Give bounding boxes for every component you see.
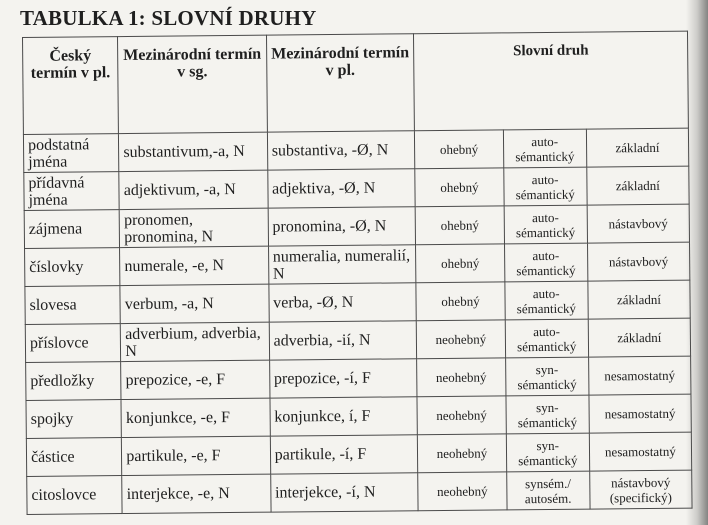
cell-international-pl: substantiva, -Ø, N [267, 131, 415, 170]
header-international-sg: Mezinárodní termín v sg. [118, 35, 267, 133]
word-classes-table [22, 31, 693, 515]
cell-flexion: neohebný [417, 320, 506, 359]
cell-international-pl: adverbia, -ií, N [269, 321, 417, 360]
cell-international-sg: pronomen, pronomina, N [119, 208, 268, 247]
table-row [25, 242, 690, 286]
cell-class-type: nesamostatný [588, 356, 691, 395]
table-row [25, 280, 690, 324]
table-row [24, 204, 689, 248]
cell-czech-term: předložky [26, 362, 122, 401]
cell-class-type: nástavbový [587, 204, 690, 243]
cell-international-sg: substantivum,-a, N [119, 132, 268, 171]
cell-flexion: ohebný [415, 206, 504, 245]
page-edge-shadow [686, 0, 708, 525]
cell-flexion: ohebný [415, 168, 504, 207]
cell-semantics: syn-sémantický [506, 395, 589, 434]
cell-czech-term: zájmena [24, 210, 120, 249]
cell-semantics: auto-sémantický [503, 129, 586, 168]
table-row [27, 470, 692, 514]
cell-czech-term: příslovce [25, 324, 121, 363]
cell-international-sg: adjektivum, -a, N [119, 170, 268, 209]
cell-international-pl: pronomina, -Ø, N [268, 207, 416, 246]
cell-international-sg: prepozice, -e, F [121, 360, 270, 399]
cell-semantics: synsém./ autosém. [506, 471, 589, 510]
cell-flexion: neohebný [417, 396, 506, 435]
cell-international-sg: partikule, -e, F [122, 436, 271, 475]
cell-class-type: základní [586, 128, 689, 167]
cell-international-pl: verba, -Ø, N [269, 283, 417, 322]
table-row [26, 394, 691, 438]
table-title: TABULKA 1: SLOVNÍ DRUHY [20, 6, 317, 30]
cell-international-pl: adjektiva, -Ø, N [267, 169, 415, 208]
cell-international-sg: numerale, -e, N [120, 246, 269, 285]
cell-class-type: základní [588, 318, 691, 357]
cell-semantics: auto-sémantický [505, 319, 588, 358]
cell-class-type: nástavbový [587, 242, 690, 281]
table-body [23, 128, 692, 514]
cell-czech-term: spojky [26, 400, 122, 439]
header-international-pl: Mezinárodní termín v pl. [266, 34, 415, 132]
cell-flexion: ohebný [416, 282, 505, 321]
cell-flexion: neohebný [417, 358, 506, 397]
table-row [26, 432, 691, 476]
header-word-class: Slovní druh [414, 31, 689, 131]
cell-flexion: neohebný [418, 472, 507, 511]
cell-semantics: auto-sémantický [504, 243, 587, 282]
cell-international-sg: adverbium, adverbia, N [121, 322, 270, 361]
table-row [24, 166, 689, 210]
cell-international-pl: prepozice, -í, F [269, 359, 417, 398]
cell-semantics: auto-sémantický [505, 281, 588, 320]
cell-flexion: neohebný [418, 434, 507, 473]
cell-czech-term: slovesa [25, 286, 121, 325]
header-czech-term: Český termín v pl. [23, 37, 119, 135]
cell-class-type: nesamostatný [589, 394, 692, 433]
cell-czech-term: číslovky [25, 248, 121, 287]
cell-international-pl: interjekce, -í, N [270, 473, 418, 512]
cell-semantics: syn-sémantický [505, 357, 588, 396]
cell-international-sg: konjunkce, -e, F [121, 398, 270, 437]
table-row [23, 128, 688, 172]
cell-international-sg: verbum, -a, N [120, 284, 269, 323]
cell-semantics: auto-sémantický [503, 167, 586, 206]
cell-international-pl: numeralia, numeralií, N [268, 245, 416, 284]
cell-class-type: nástavbový (specifický) [589, 470, 692, 509]
cell-semantics: syn-sémantický [506, 433, 589, 472]
cell-flexion: ohebný [415, 130, 504, 169]
cell-international-sg: interjekce, -e, N [122, 474, 271, 513]
table-row [25, 318, 690, 362]
cell-czech-term: přídavná jména [24, 172, 120, 211]
cell-flexion: ohebný [416, 244, 505, 283]
cell-czech-term: podstatná jména [23, 134, 119, 173]
header-row [23, 31, 689, 134]
table-row [26, 356, 691, 400]
cell-class-type: základní [588, 280, 691, 319]
cell-czech-term: citoslovce [27, 476, 123, 515]
cell-semantics: auto-sémantický [504, 205, 587, 244]
cell-international-pl: partikule, -í, F [270, 435, 418, 474]
cell-class-type: nesamostatný [589, 432, 692, 471]
cell-czech-term: částice [26, 438, 122, 477]
cell-class-type: základní [587, 166, 690, 205]
cell-international-pl: konjunkce, í, F [270, 397, 418, 436]
